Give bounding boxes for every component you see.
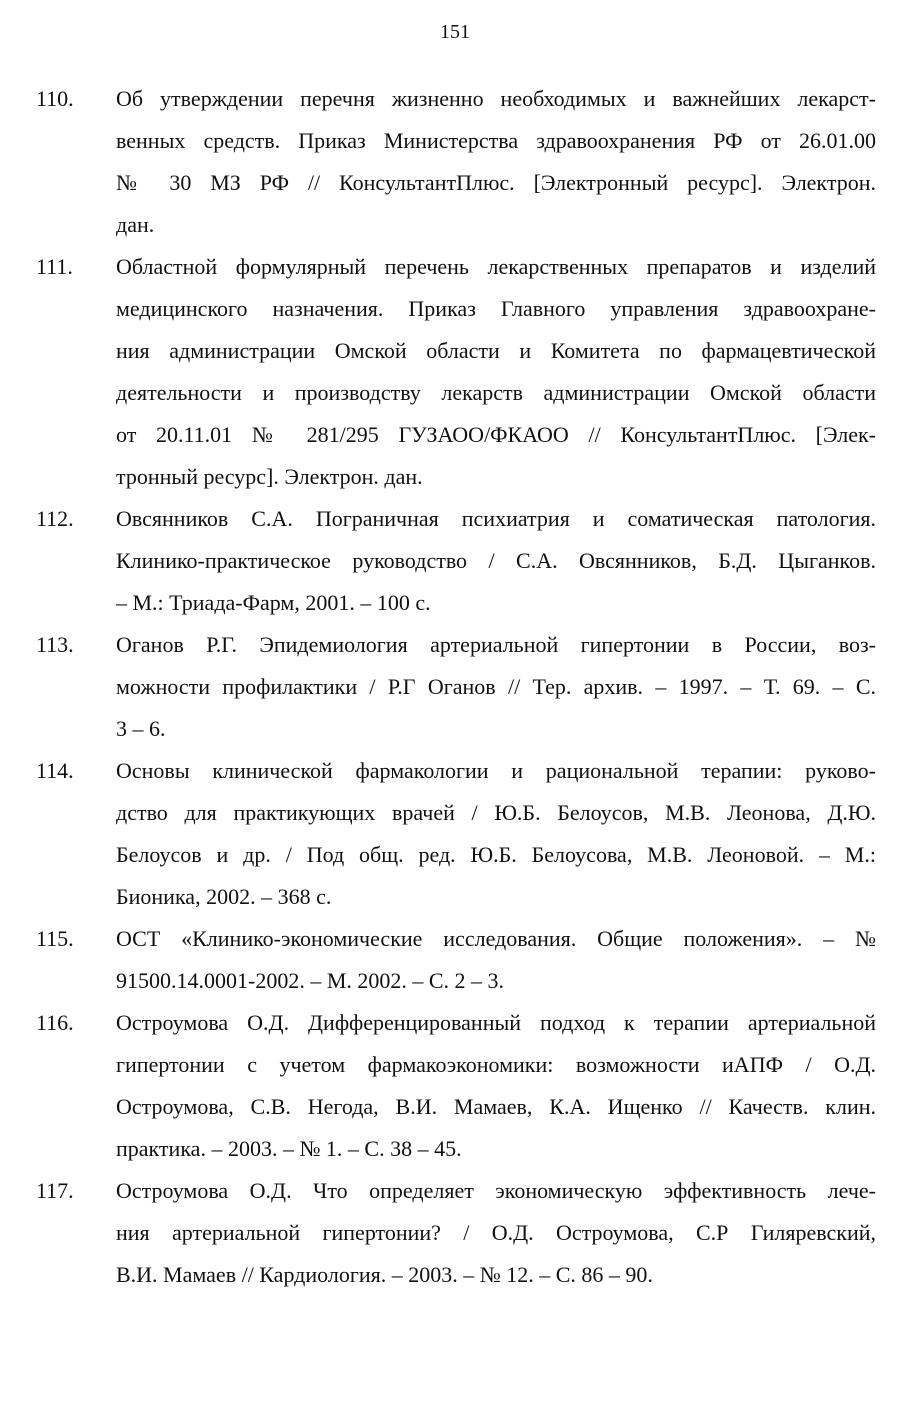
- reference-item: [36, 1002, 876, 1170]
- reference-line: Остроумова, С.В. Негода, В.И. Мамаев, К.А. Ищенко // Качеств. клин.: [116, 1094, 876, 1119]
- reference-text: [116, 624, 876, 750]
- reference-line: практика. – 2003. – № 1. – С. 38 – 45.: [116, 1136, 462, 1161]
- reference-line: 91500.14.0001-2002. – М. 2002. – С. 2 – 3.: [116, 968, 505, 993]
- reference-line: дан.: [116, 212, 155, 237]
- reference-item: [36, 918, 876, 1002]
- reference-number: 112.: [36, 506, 74, 531]
- page-number: 151: [440, 21, 470, 43]
- reference-list: [36, 78, 876, 1296]
- reference-number: 111.: [36, 254, 73, 279]
- reference-line: Остроумова О.Д. Что определяет экономическую эффективность лече-: [116, 1178, 876, 1203]
- reference-line: Оганов Р.Г. Эпидемиология артериальной гипертонии в России, воз-: [116, 632, 876, 657]
- reference-line: Об утверждении перечня жизненно необходимых и важнейших лекарст-: [116, 86, 876, 111]
- reference-line: № 30 МЗ РФ // КонсультантПлюс. [Электронный ресурс]. Электрон.: [116, 170, 876, 195]
- reference-text: [116, 498, 876, 624]
- reference-number: 116.: [36, 1010, 74, 1035]
- reference-item: [36, 498, 876, 624]
- reference-line: гипертонии с учетом фармакоэкономики: возможности иАПФ / О.Д.: [116, 1052, 876, 1077]
- reference-line: дство для практикующих врачей / Ю.Б. Белоусов, М.В. Леонова, Д.Ю.: [116, 800, 876, 825]
- reference-text: [116, 78, 876, 246]
- reference-number: 117.: [36, 1178, 74, 1203]
- reference-line: – М.: Триада-Фарм, 2001. – 100 с.: [116, 590, 431, 615]
- reference-number: 113.: [36, 632, 74, 657]
- reference-number: 114.: [36, 758, 74, 783]
- reference-line: ОСТ «Клинико-экономические исследования. Общие положения». – №: [116, 926, 876, 951]
- reference-text: [116, 1170, 876, 1296]
- reference-text: [116, 1002, 876, 1170]
- reference-number: 110.: [36, 86, 74, 111]
- reference-number: 115.: [36, 926, 74, 951]
- reference-item: [36, 1170, 876, 1296]
- reference-line: Областной формулярный перечень лекарственных препаратов и изделий: [116, 254, 876, 279]
- reference-line: можности профилактики / Р.Г Оганов // Тер. архив. – 1997. – Т. 69. – С.: [116, 674, 876, 699]
- reference-text: [116, 750, 876, 918]
- reference-line: Овсянников С.А. Пограничная психиатрия и соматическая патология.: [116, 506, 876, 531]
- reference-item: [36, 624, 876, 750]
- reference-line: Остроумова О.Д. Дифференцированный подход к терапии артериальной: [116, 1010, 876, 1035]
- reference-line: ния администрации Омской области и Комитета по фармацевтической: [116, 338, 876, 363]
- reference-line: от 20.11.01 № 281/295 ГУЗАОО/ФКАОО // КонсультантПлюс. [Элек-: [116, 422, 876, 447]
- reference-text: [116, 918, 876, 1002]
- reference-line: медицинского назначения. Приказ Главного управления здравоохране-: [116, 296, 876, 321]
- reference-line: Бионика, 2002. – 368 с.: [116, 884, 332, 909]
- reference-text: [116, 246, 876, 498]
- reference-line: деятельности и производству лекарств администрации Омской области: [116, 380, 876, 405]
- reference-line: Клинико-практическое руководство / С.А. Овсянников, Б.Д. Цыганков.: [116, 548, 876, 573]
- reference-item: [36, 78, 876, 246]
- reference-line: 3 – 6.: [116, 716, 166, 741]
- reference-line: Основы клинической фармакологии и рациональной терапии: руково-: [116, 758, 876, 783]
- reference-line: В.И. Мамаев // Кардиология. – 2003. – № 12. – С. 86 – 90.: [116, 1262, 653, 1287]
- reference-line: ния артериальной гипертонии? / О.Д. Остроумова, С.Р Гиляревский,: [116, 1220, 876, 1245]
- reference-line: тронный ресурс]. Электрон. дан.: [116, 464, 423, 489]
- reference-line: венных средств. Приказ Министерства здравоохранения РФ от 26.01.00: [116, 128, 876, 153]
- reference-line: Белоусов и др. / Под общ. ред. Ю.Б. Белоусова, М.В. Леоновой. – М.:: [116, 842, 876, 867]
- reference-item: [36, 246, 876, 498]
- reference-item: [36, 750, 876, 918]
